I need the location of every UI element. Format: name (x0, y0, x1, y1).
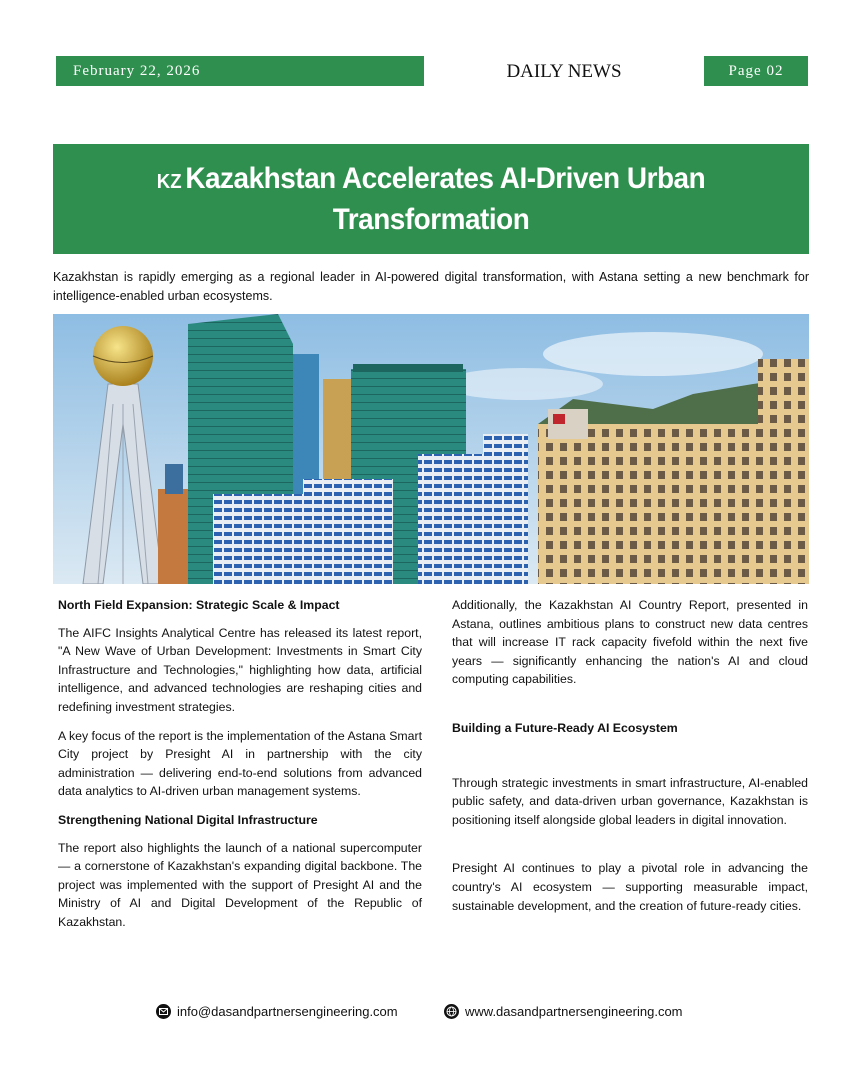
headline-text: Kazakhstan Accelerates AI-Driven Urban Transformation (185, 162, 706, 236)
footer-website[interactable] (444, 1004, 683, 1019)
section-heading: North Field Expansion: Strategic Scale & Impact (58, 598, 340, 612)
mail-icon (156, 1004, 171, 1019)
body-paragraph: Presight AI continues to play a pivotal role in advancing the country's AI ecosystem — supporting measurable impact, sustainable development, and the creation of future-ready cities. (452, 861, 808, 913)
masthead-title: DAILY NEWS (506, 61, 622, 82)
right-column (452, 596, 808, 925)
section-heading: Building a Future-Ready AI Ecosystem (452, 720, 678, 735)
page-number: Page 02 (704, 56, 808, 86)
footer (0, 1004, 864, 1024)
left-column (58, 596, 422, 942)
body-paragraph: Additionally, the Kazakhstan AI Country Report, presented in Astana, outlines ambitious plans to construct new data centres that will increase IT rack capacity fivefold within the next five years — significantly enhancing the nation's AI and cloud computing capabilities. (452, 598, 808, 687)
body-paragraph: The report also highlights the launch of a national supercomputer — a cornerstone of Kazakhstan's expanding digital backbone. The project was implemented with the support of Presight AI and the Ministry of AI and Digital Development of the Republic of Kazakhstan. (58, 840, 422, 929)
body-paragraph: Through strategic investments in smart infrastructure, AI-enabled public safety, and data-driven urban governance, Kazakhstan is positioning itself alongside global leaders in digital innovation. (452, 775, 808, 827)
headline (79, 160, 782, 238)
city-skyline-photo (53, 314, 809, 584)
body-paragraph: The AIFC Insights Analytical Centre has released its latest report, "A New Wave of Urban Development: Investments in Smart City Infrastructure and Technologies," highlighting how data, artificial intelligence, and advanced technologies are reshaping cities and redefining investment strategies. (58, 625, 422, 714)
intro-paragraph: Kazakhstan is rapidly emerging as a regional leader in AI-powered digital transformation, with Astana setting a new benchmark for intelligence-enabled urban ecosystems. (53, 270, 809, 303)
headline-banner (53, 144, 809, 254)
body-paragraph: A key focus of the report is the implementation of the Astana Smart City project by Presight AI in partnership with the city administration — delivering end-to-end solutions from advanced data analytics to AI-driven urban management systems. (58, 728, 422, 799)
flag-icon: KZ (156, 171, 182, 193)
footer-email[interactable] (156, 1004, 398, 1019)
website-link[interactable]: www.dasandpartnersengineering.com (465, 1004, 683, 1019)
date-label: February 22, 2026 (56, 56, 424, 86)
globe-icon (444, 1004, 459, 1019)
email-link[interactable]: info@dasandpartnersengineering.com (177, 1004, 398, 1019)
section-heading: Strengthening National Digital Infrastructure (58, 812, 318, 827)
